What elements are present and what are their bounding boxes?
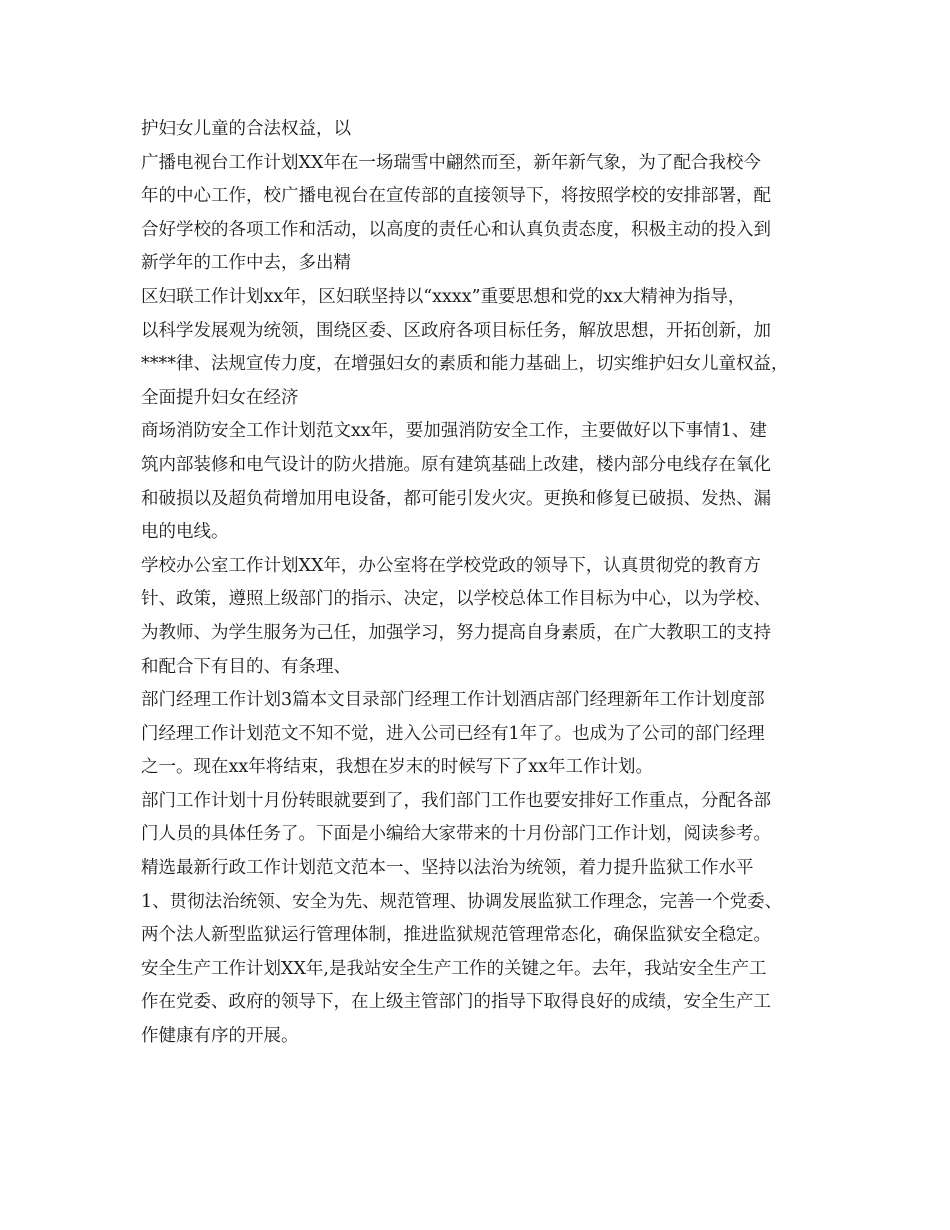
text-line: 和配合下有目的、有条理、 bbox=[141, 656, 351, 677]
document-body bbox=[141, 113, 831, 1054]
text-line: 两个法人新型监狱运行管理体制，推进监狱规范管理常态化，确保监狱安全稳定。 bbox=[141, 925, 771, 946]
text-line: 部门工作计划十月份转眼就要到了，我们部门工作也要安排好工作重点，分配各部 bbox=[141, 790, 771, 811]
text-line: 1、贯彻法治统领、安全为先、规范管理、协调发展监狱工作理念，完善一个党委、 bbox=[141, 891, 783, 912]
text-line: 部门经理工作计划3篇本文目录部门经理工作计划酒店部门经理新年工作计划度部 bbox=[141, 690, 765, 711]
text-line: 作在党委、政府的领导下，在上级主管部门的指导下取得良好的成绩，安全生产工 bbox=[141, 992, 771, 1013]
text-line: 门经理工作计划范文不知不觉，进入公司已经有1年了。也成为了公司的部门经理 bbox=[141, 723, 765, 744]
text-line: 新学年的工作中去，多出精 bbox=[141, 253, 351, 274]
text-line: 针、政策，遵照上级部门的指示、决定，以学校总体工作目标为中心，以为学校、 bbox=[141, 589, 771, 610]
text-line: 区妇联工作计划xx年，区妇联坚持以“xxxx”重要思想和党的xx大精神为指导， bbox=[141, 286, 746, 307]
text-line: 广播电视台工作计划XX年在一场瑞雪中翩然而至，新年新气象，为了配合我校今 bbox=[141, 152, 761, 173]
text-line: 安全生产工作计划XX年,是我站安全生产工作的关键之年。去年，我站安全生产工 bbox=[141, 958, 767, 979]
text-line: 护妇女儿童的合法权益，以 bbox=[141, 119, 351, 139]
text-line: 以科学发展观为统领，围绕区委、区政府各项目标任务，解放思想，开拓创新，加 bbox=[141, 320, 771, 341]
text-line: 合好学校的各项工作和活动，以高度的责任心和认真负责态度，积极主动的投入到 bbox=[141, 219, 771, 240]
text-line: 电的电线。 bbox=[141, 522, 229, 543]
text-line: 学校办公室工作计划XX年，办公室将在学校党政的领导下，认真贯彻党的教育方 bbox=[141, 555, 761, 576]
text-line: 和破损以及超负荷增加用电设备，都可能引发火灾。更换和修复已破损、发热、漏 bbox=[141, 488, 771, 509]
text-line: 年的中心工作，校广播电视台在宣传部的直接领导下，将按照学校的安排部署，配 bbox=[141, 186, 771, 207]
text-line: 门人员的具体任务了。下面是小编给大家带来的十月份部门工作计划，阅读参考。 bbox=[141, 824, 771, 845]
text-line: 为教师、为学生服务为己任，加强学习，努力提高自身素质，在广大教职工的支持 bbox=[141, 622, 771, 643]
text-line: 商场消防安全工作计划范文xx年，要加强消防安全工作，主要做好以下事情1、建 bbox=[141, 421, 767, 442]
text-line: 全面提升妇女在经济 bbox=[141, 387, 299, 408]
text-line: 精选最新行政工作计划范文范本一、坚持以法治为统领，着力提升监狱工作水平 bbox=[141, 858, 754, 879]
text-line: 作健康有序的开展。 bbox=[141, 1026, 299, 1047]
text-line: ****律、法规宣传力度，在增强妇女的素质和能力基础上，切实维护妇女儿童权益， bbox=[141, 354, 789, 375]
text-line: 之一。现在xx年将结束，我想在岁末的时候写下了xx年工作计划。 bbox=[141, 757, 653, 778]
text-line: 筑内部装修和电气设计的防火措施。原有建筑基础上改建，楼内部分电线存在氧化 bbox=[141, 454, 771, 475]
